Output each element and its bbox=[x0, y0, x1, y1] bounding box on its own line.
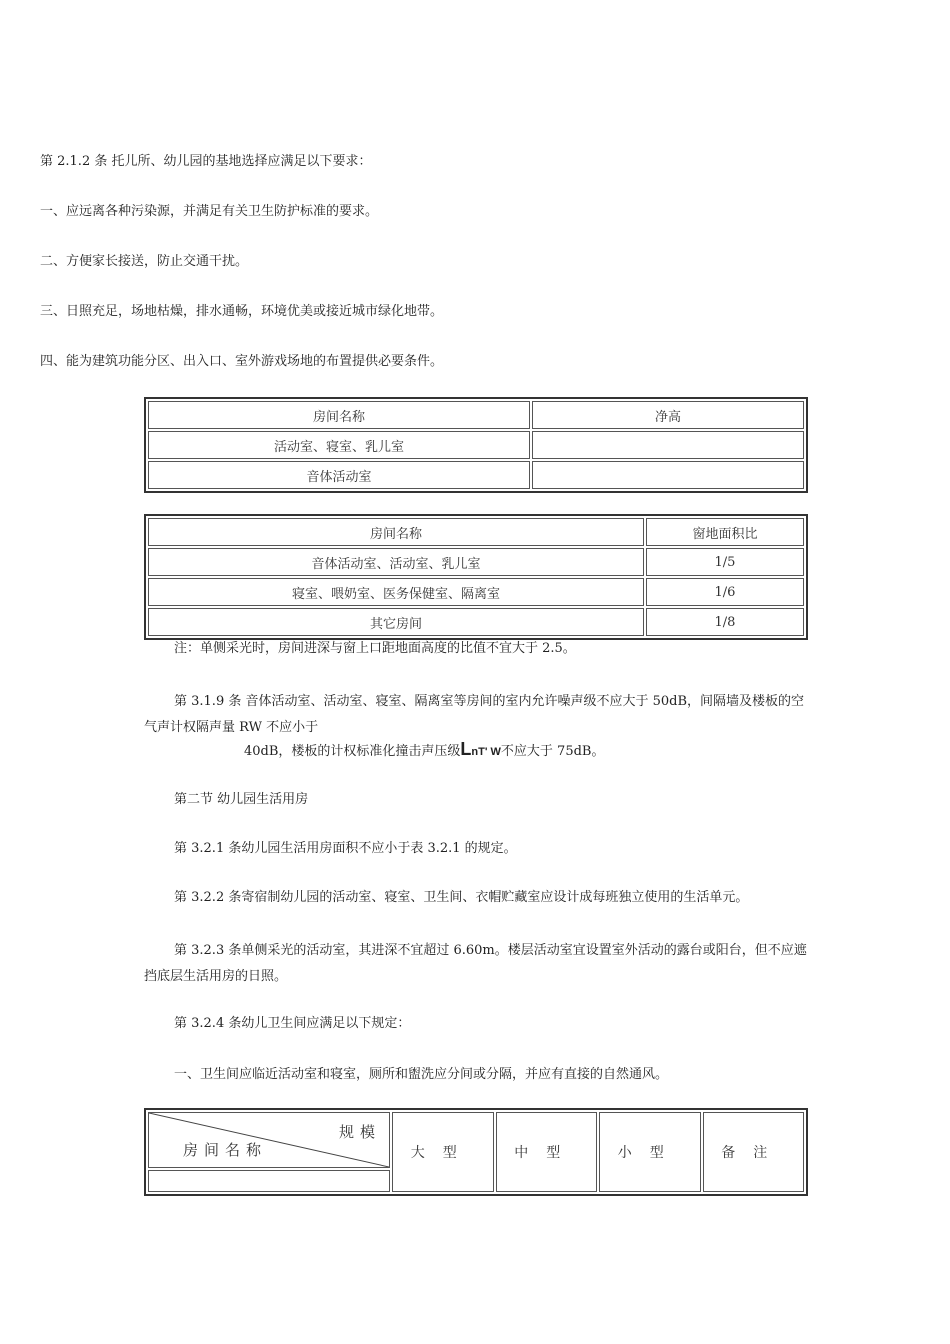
clause-3-1-9-continued bbox=[244, 740, 604, 761]
clause-3-2-1: 第 3.2.1 条幼儿园生活用房面积不应小于表 3.2.1 的规定。 bbox=[174, 841, 517, 856]
diagonal-header bbox=[149, 1113, 389, 1167]
corner-top-label: 规模 bbox=[338, 1124, 381, 1141]
living-room-area-table bbox=[144, 1108, 808, 1196]
table-cell: 活动室、寝室、乳儿室 bbox=[148, 431, 530, 459]
table-cell: 1/8 bbox=[646, 608, 804, 636]
symbol-sub: nT' W bbox=[471, 746, 501, 758]
table-cell: 1/6 bbox=[646, 578, 804, 606]
table-row bbox=[148, 548, 804, 576]
symbol-main: L bbox=[460, 739, 472, 759]
clear-height-table bbox=[144, 397, 808, 493]
corner-bottom-label: 房间名称 bbox=[183, 1142, 268, 1159]
table-row bbox=[148, 608, 804, 636]
table-cell: 音体活动室 bbox=[148, 461, 530, 489]
table-cell: 1/5 bbox=[646, 548, 804, 576]
window-floor-ratio-table bbox=[144, 514, 808, 640]
requirement-2: 二、方便家长接送，防止交通干扰。 bbox=[40, 254, 249, 269]
clause-3-2-4: 第 3.2.4 条幼儿卫生间应满足以下规定： bbox=[174, 1016, 411, 1031]
diagonal-corner-cell bbox=[148, 1112, 390, 1168]
header-room-name: 房间名称 bbox=[148, 401, 530, 429]
impact-sound-symbol bbox=[460, 740, 501, 761]
header-clear-height: 净高 bbox=[532, 401, 804, 429]
header-large: 大型 bbox=[392, 1112, 494, 1192]
header-remarks: 备注 bbox=[703, 1112, 805, 1192]
table-cell: 其它房间 bbox=[148, 608, 644, 636]
requirement-1: 一、应远离各种污染源，并满足有关卫生防护标准的要求。 bbox=[40, 204, 379, 219]
clause-3-2-2: 第 3.2.2 条寄宿制幼儿园的活动室、寝室、卫生间、衣帽贮藏室应设计成每班独立使用的生活单元。 bbox=[174, 890, 749, 905]
header-medium: 中型 bbox=[496, 1112, 598, 1192]
table-header-row bbox=[148, 401, 804, 429]
section-title: 第二节 幼儿园生活用房 bbox=[174, 792, 309, 807]
requirement-3: 三、日照充足，场地枯燥，排水通畅，环境优美或接近城市绿化地带。 bbox=[40, 304, 444, 319]
table-note: 注：单侧采光时，房间进深与窗上口距地面高度的比值不宜大于 2.5。 bbox=[174, 641, 576, 656]
table-header-row bbox=[148, 518, 804, 546]
table-cell bbox=[532, 461, 804, 489]
header-room-name: 房间名称 bbox=[148, 518, 644, 546]
header-ratio: 窗地面积比 bbox=[646, 518, 804, 546]
requirement-4: 四、能为建筑功能分区、出入口、室外游戏场地的布置提供必要条件。 bbox=[40, 354, 444, 369]
table-cell: 寝室、喂奶室、医务保健室、隔离室 bbox=[148, 578, 644, 606]
table-row bbox=[148, 431, 804, 459]
clause-2-1-2: 第 2.1.2 条 托儿所、幼儿园的基地选择应满足以下要求： bbox=[40, 154, 372, 169]
clause-3-2-3: 第 3.2.3 条单侧采光的活动室，其进深不宜超过 6.60m。楼层活动室宜设置室外活动的露台或阳台，但不应遮挡底层生活用房的日照。 bbox=[144, 943, 807, 984]
table-header-row bbox=[148, 1112, 804, 1168]
clause-3-1-9-cont-after: 不应大于 75dB。 bbox=[500, 744, 605, 759]
header-small: 小型 bbox=[599, 1112, 701, 1192]
table-cell bbox=[532, 431, 804, 459]
clause-3-1-9: 第 3.1.9 条 音体活动室、活动室、寝室、隔离室等房间的室内允许噪声级不应大于 50dB，间隔墙及楼板的空气声计权隔声量 RW 不应小于 bbox=[144, 694, 805, 735]
table-row bbox=[148, 578, 804, 606]
clause-3-1-9-cont-before: 40dB，楼板的计权标准化撞击声压级 bbox=[244, 744, 461, 759]
table-row bbox=[148, 461, 804, 489]
clause-3-2-4-item-1: 一、卫生间应临近活动室和寝室，厕所和盥洗应分间或分隔，并应有直接的自然通风。 bbox=[174, 1067, 669, 1082]
table-cell: 音体活动室、活动室、乳儿室 bbox=[148, 548, 644, 576]
table-cell bbox=[148, 1170, 390, 1192]
